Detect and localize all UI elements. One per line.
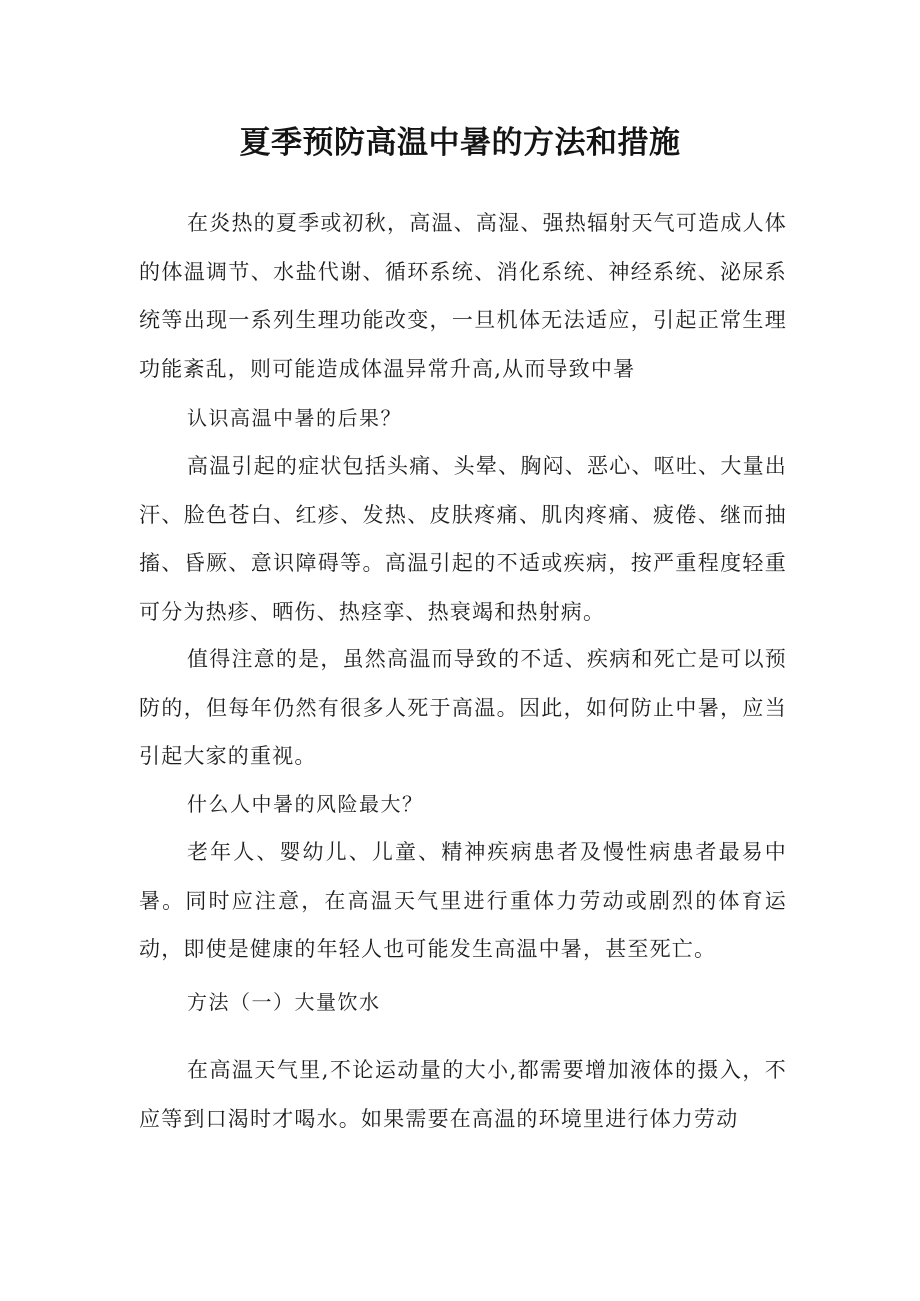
paragraph-risk-groups: 老年人、婴幼儿、儿童、精神疾病患者及慢性病患者最易中暑。同时应注意，在高温天气里进行重体力劳动或剧烈的体育运动，即使是健康的年轻人也可能发生高温中暑，甚至死亡。 xyxy=(139,840,787,961)
paragraph-intro: 在炎热的夏季或初秋，高温、高湿、强热辐射天气可造成人体的体温调节、水盐代谢、循环系统、消化系统、神经系统、泌尿系统等出现一系列生理功能改变，一旦机体无法适应，引起正常生理功能紊乱，则可能造成体温异常升高,从而导致中暑 xyxy=(139,211,787,381)
heading-method-1: 方法（一）大量饮水 xyxy=(187,990,381,1014)
paragraph-symptoms: 高温引起的症状包括头痛、头晕、胸闷、恶心、呕吐、大量出汗、脸色苍白、红疹、发热、皮肤疼痛、肌肉疼痛、疲倦、继而抽搐、昏厥、意识障碍等。高温引起的不适或疾病，按严重程度轻重可分为热疹、晒伤、热痉挛、热衰竭和热射病。 xyxy=(139,454,787,624)
document-title: 夏季预防高温中暑的方法和措施 xyxy=(239,125,681,161)
paragraph-prevention-note: 值得注意的是，虽然高温而导致的不适、疾病和死亡是可以预防的，但每年仍然有很多人死于高温。因此，如何防止中暑，应当引起大家的重视。 xyxy=(139,647,787,768)
paragraph-method-1: 在高温天气里,不论运动量的大小,都需要增加液体的摄入，不应等到口渴时才喝水。如果需要在高温的环境里进行体力劳动 xyxy=(139,1058,787,1131)
heading-consequences: 认识高温中暑的后果？ xyxy=(187,406,402,430)
heading-risk-groups: 什么人中暑的风险最大？ xyxy=(187,792,424,816)
